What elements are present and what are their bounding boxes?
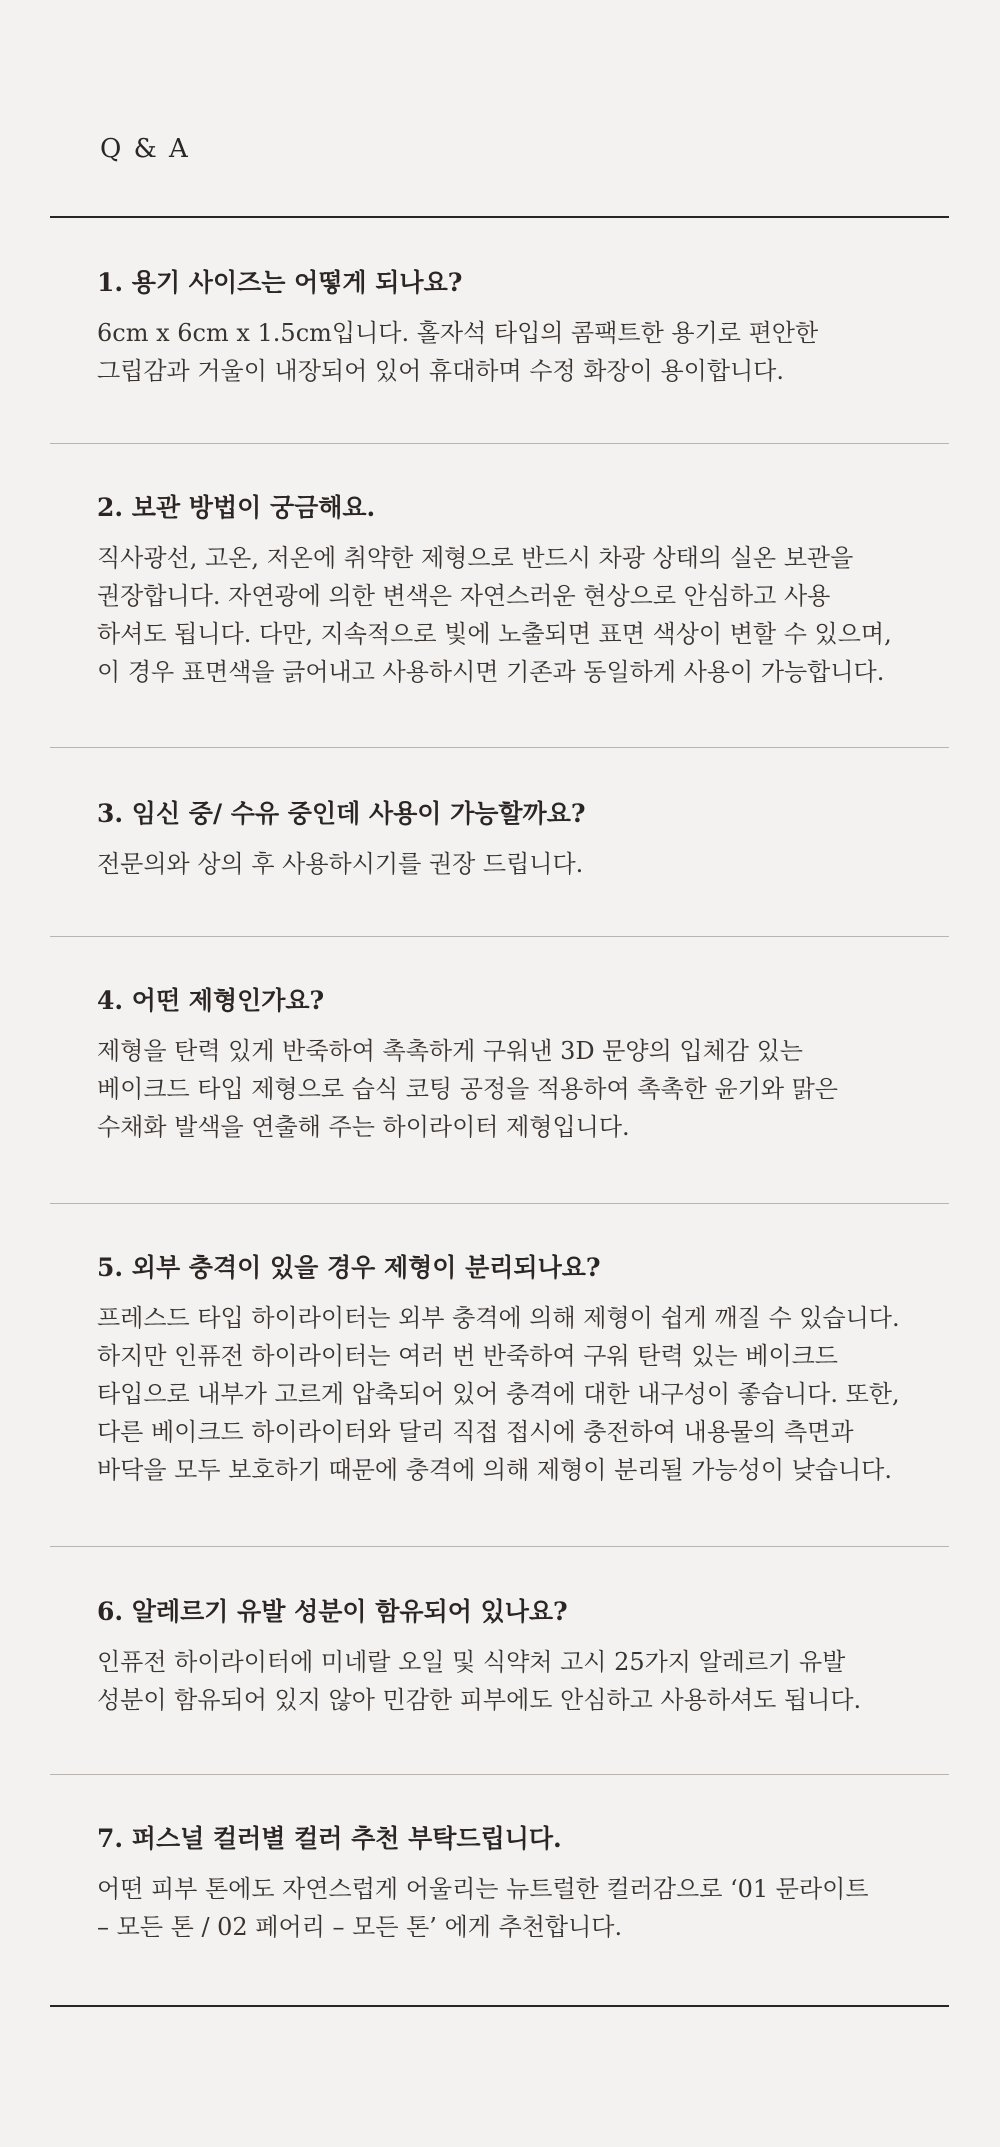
top-divider	[50, 216, 949, 218]
answer-line: 프레스드 타입 하이라이터는 외부 충격에 의해 제형이 쉽게 깨질 수 있습니다.	[97, 1304, 900, 1332]
answer-line: 제형을 탄력 있게 반죽하여 촉촉하게 구워낸 3D 문양의 입체감 있는	[97, 1037, 803, 1065]
answer-line: 어떤 피부 톤에도 자연스럽게 어울리는 뉴트럴한 컬러감으로 ‘01 문라이트	[97, 1875, 869, 1903]
answer-line: – 모든 톤 / 02 페어리 – 모든 톤’ 에게 추천합니다.	[97, 1913, 623, 1941]
answer-line: 6cm x 6cm x 1.5cm입니다. 홀자석 타입의 콤팩트한 용기로 편안한	[97, 319, 819, 347]
page-title: Q & A	[100, 134, 190, 164]
answer-line: 베이크드 타입 제형으로 습식 코팅 공정을 적용하여 촉촉한 윤기와 맑은	[97, 1075, 838, 1103]
divider	[50, 747, 949, 748]
qa-item-1	[97, 266, 927, 390]
divider	[50, 1774, 949, 1775]
answer-line: 하지만 인퓨전 하이라이터는 여러 번 반죽하여 구워 탄력 있는 베이크드	[97, 1342, 838, 1370]
answer-7	[97, 1870, 927, 1946]
question-6: 6. 알레르기 유발 성분이 함유되어 있나요?	[97, 1597, 568, 1626]
answer-line: 성분이 함유되어 있지 않아 민감한 피부에도 안심하고 사용하셔도 됩니다.	[97, 1686, 862, 1714]
answer-line: 이 경우 표면색을 긁어내고 사용하시면 기존과 동일하게 사용이 가능합니다.	[97, 658, 885, 686]
answer-line: 하셔도 됩니다. 다만, 지속적으로 빛에 노출되면 표면 색상이 변할 수 있으며,	[97, 620, 892, 648]
qa-item-6	[97, 1595, 927, 1719]
divider	[50, 936, 949, 937]
answer-line: 권장합니다. 자연광에 의한 변색은 자연스러운 현상으로 안심하고 사용	[97, 582, 831, 610]
question-1: 1. 용기 사이즈는 어떻게 되나요?	[97, 268, 463, 297]
answer-line: 인퓨전 하이라이터에 미네랄 오일 및 식약처 고시 25가지 알레르기 유발	[97, 1648, 846, 1676]
answer-4	[97, 1032, 927, 1146]
divider	[50, 1203, 949, 1204]
answer-line: 전문의와 상의 후 사용하시기를 권장 드립니다.	[97, 850, 584, 878]
answer-line: 다른 베이크드 하이라이터와 달리 직접 접시에 충전하여 내용물의 측면과	[97, 1418, 854, 1446]
answer-line: 그립감과 거울이 내장되어 있어 휴대하며 수정 화장이 용이합니다.	[97, 357, 784, 385]
question-5: 5. 외부 충격이 있을 경우 제형이 분리되나요?	[97, 1253, 601, 1282]
qa-item-7	[97, 1822, 927, 1946]
question-3: 3. 임신 중/ 수유 중인데 사용이 가능할까요?	[97, 799, 586, 828]
qa-item-5	[97, 1251, 927, 1489]
question-4: 4. 어떤 제형인가요?	[97, 986, 325, 1015]
question-7: 7. 퍼스널 컬러별 컬러 추천 부탁드립니다.	[97, 1824, 562, 1853]
qa-item-4	[97, 984, 927, 1146]
qa-item-3	[97, 797, 927, 883]
answer-line: 수채화 발색을 연출해 주는 하이라이터 제형입니다.	[97, 1113, 630, 1141]
answer-6	[97, 1643, 927, 1719]
divider	[50, 1546, 949, 1547]
divider	[50, 443, 949, 444]
answer-5	[97, 1299, 927, 1489]
question-2: 2. 보관 방법이 궁금해요.	[97, 493, 376, 522]
bottom-divider	[50, 2005, 949, 2007]
answer-3	[97, 845, 927, 883]
answer-line: 직사광선, 고온, 저온에 취약한 제형으로 반드시 차광 상태의 실온 보관을	[97, 544, 854, 572]
answer-2	[97, 539, 927, 691]
answer-1	[97, 314, 927, 390]
qa-item-2	[97, 491, 927, 691]
answer-line: 타입으로 내부가 고르게 압축되어 있어 충격에 대한 내구성이 좋습니다. 또한,	[97, 1380, 900, 1408]
answer-line: 바닥을 모두 보호하기 때문에 충격에 의해 제형이 분리될 가능성이 낮습니다.	[97, 1456, 892, 1484]
